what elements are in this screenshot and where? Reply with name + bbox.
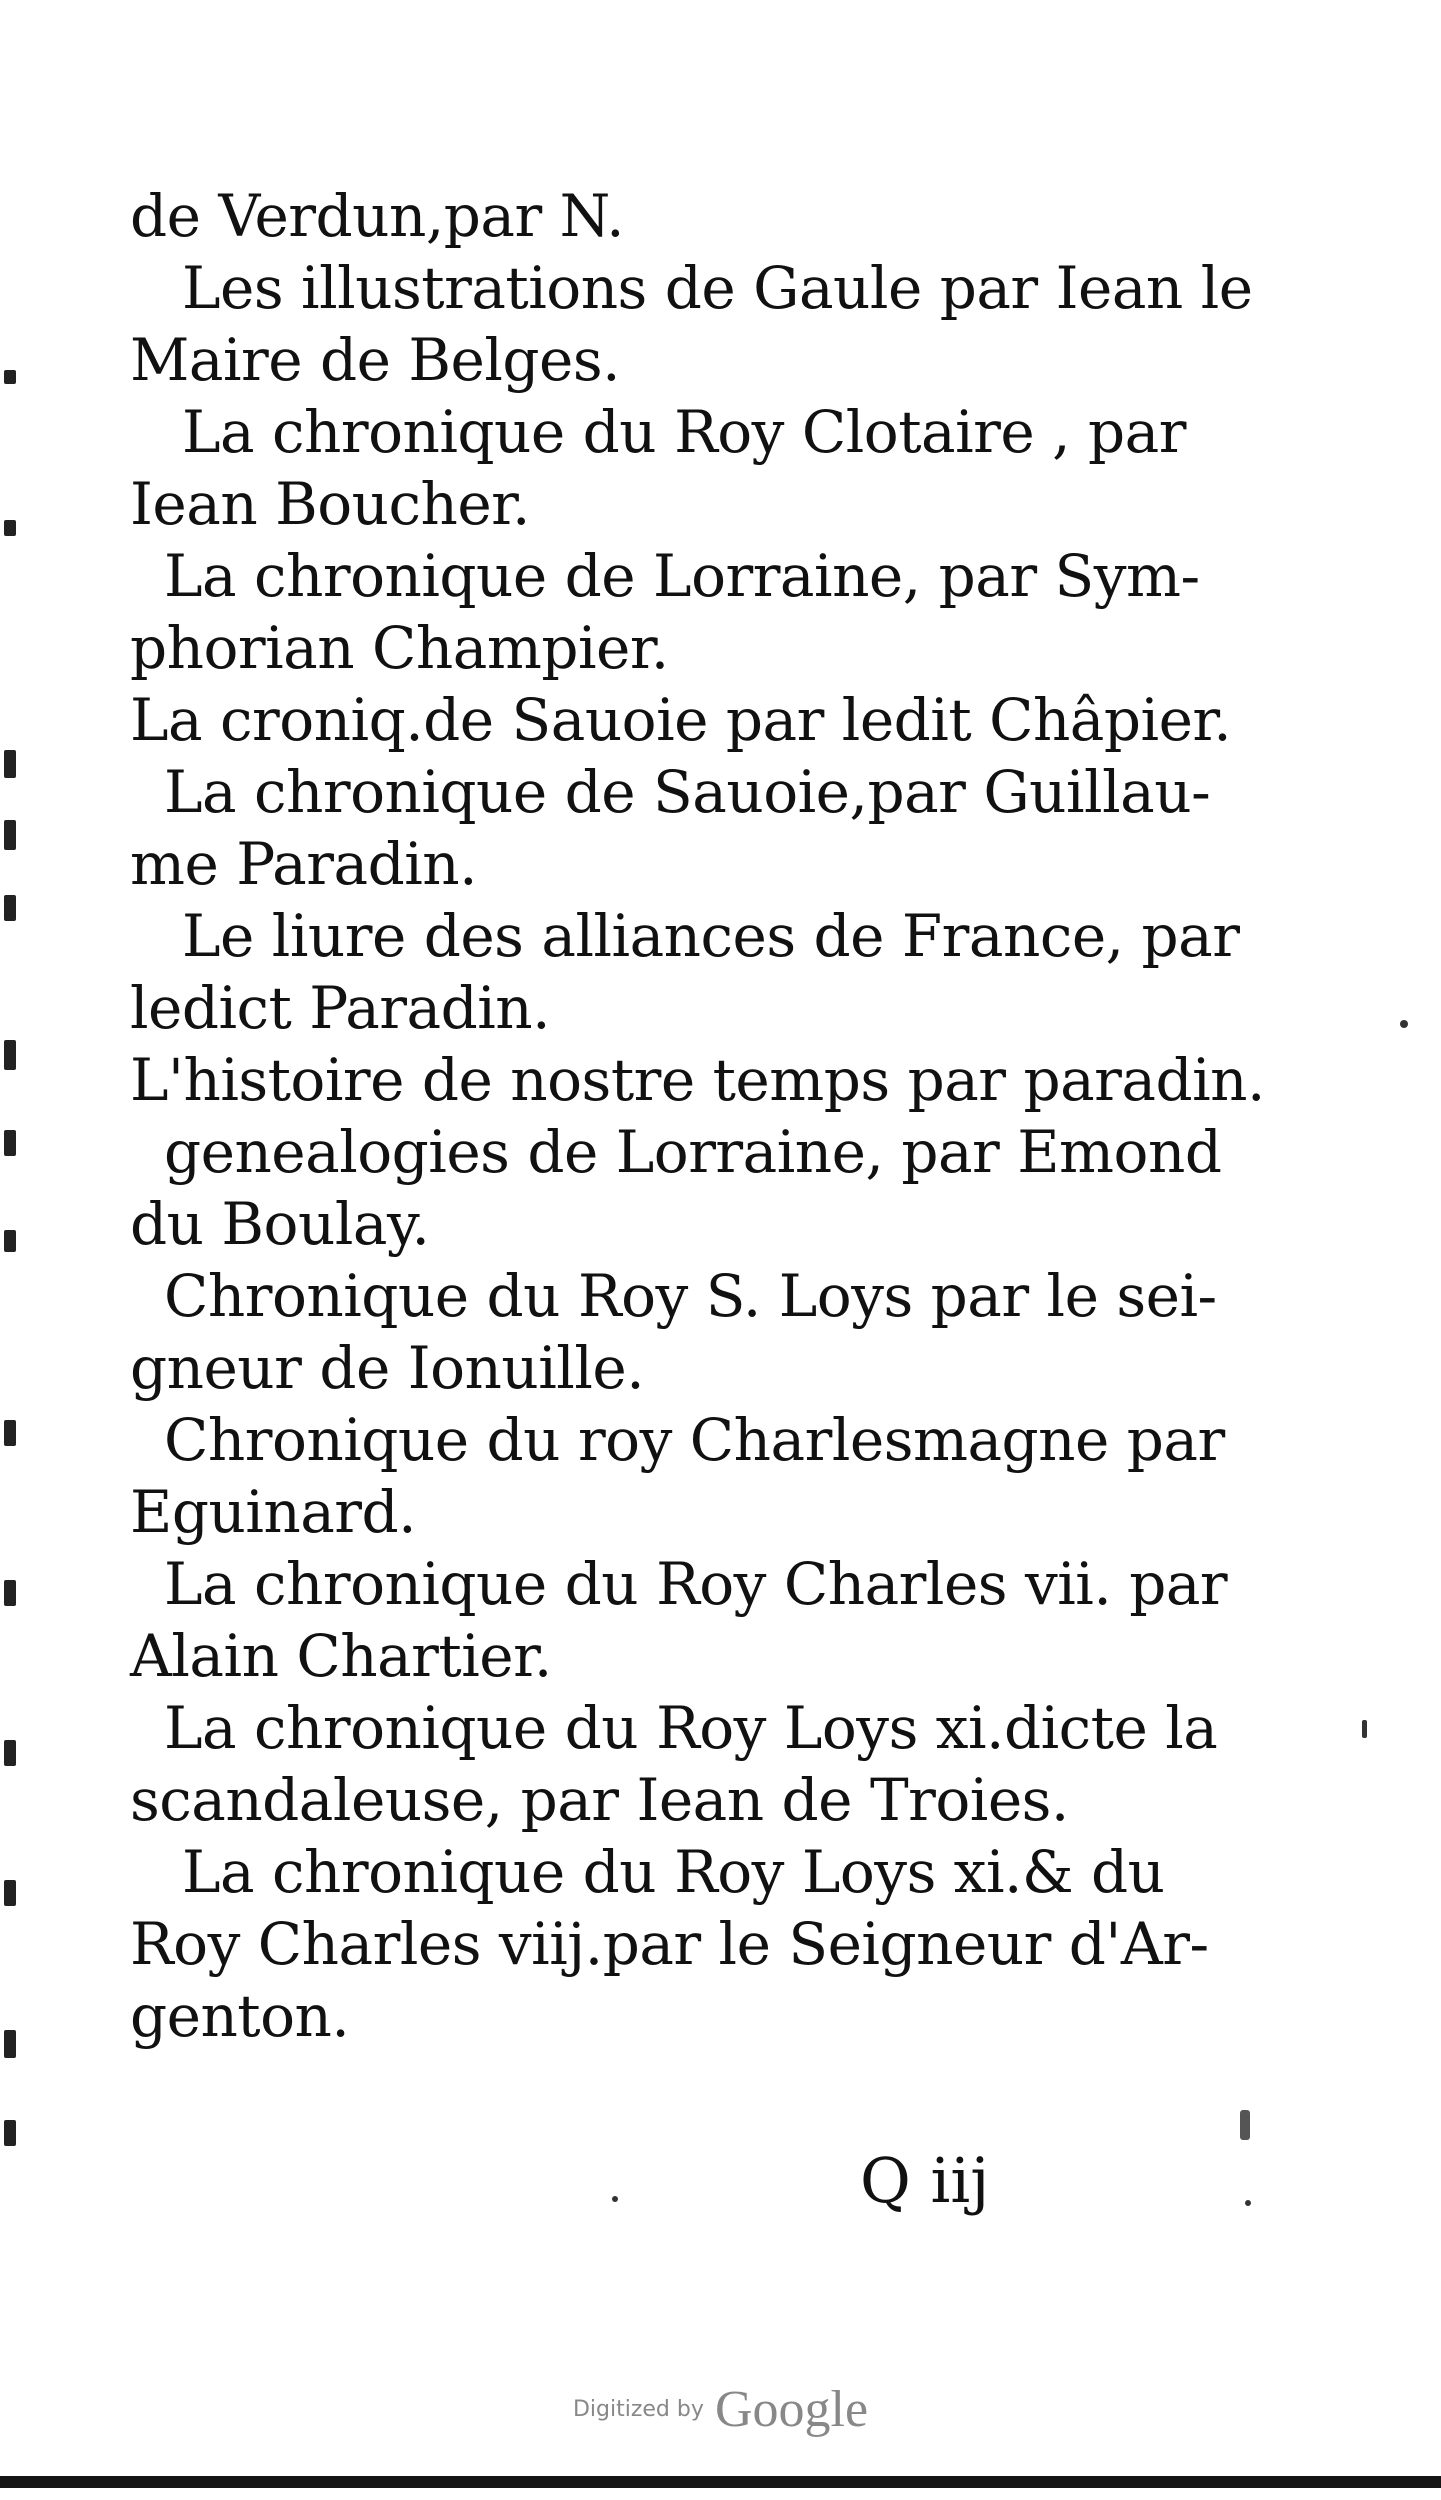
edge-speck	[4, 1040, 16, 1070]
text-line: Les illustrations de Gaule par Iean le	[182, 254, 1253, 322]
text-line: Maire de Belges.	[130, 326, 621, 394]
text-line: Eguinard.	[130, 1478, 417, 1546]
edge-speck	[4, 1880, 16, 1906]
text-line: phorian Champier.	[130, 614, 669, 682]
text-line: Chronique du Roy S. Loys par le sei-	[164, 1262, 1217, 1330]
signature-mark: Q iij	[860, 2144, 990, 2217]
text-line: La chronique du Roy Charles vii. par	[164, 1550, 1228, 1618]
text-line: du Boulay.	[130, 1190, 430, 1258]
text-line: genealogies de Lorraine, par Emond	[164, 1118, 1222, 1186]
bottom-edge-rule	[0, 2476, 1441, 2488]
text-line: ledict Paradin.	[130, 974, 551, 1042]
text-line: La croniq.de Sauoie par ledit Châpier.	[130, 686, 1232, 754]
text-line: scandaleuse, par Iean de Troies.	[130, 1766, 1069, 1834]
text-line: Alain Chartier.	[130, 1622, 552, 1690]
text-line: de Verdun,par N.	[130, 182, 625, 250]
text-line: La chronique du Roy Clotaire , par	[182, 398, 1186, 466]
text-line: La chronique du Roy Loys xi.dicte la	[164, 1694, 1218, 1762]
google-wordmark: Google	[714, 2381, 869, 2438]
edge-speck	[4, 1420, 16, 1446]
text-line: La chronique de Lorraine, par Sym-	[164, 542, 1200, 610]
text-line: Roy Charles viij.par le Seigneur d'Ar-	[130, 1910, 1209, 1978]
digitized-footer	[0, 2380, 1441, 2439]
edge-speck	[4, 520, 16, 536]
digitized-by-label: Digitized by	[572, 2397, 704, 2422]
ink-speck	[1400, 1020, 1408, 1028]
edge-speck	[4, 895, 16, 921]
left-page-edge	[0, 0, 22, 2500]
text-line: L'histoire de nostre temps par paradin.	[130, 1046, 1265, 1114]
text-line: Iean Boucher.	[130, 470, 530, 538]
text-line: La chronique de Sauoie,par Guillau-	[164, 758, 1211, 826]
text-line: genton.	[130, 1982, 350, 2050]
edge-speck	[4, 750, 16, 778]
edge-speck	[4, 2030, 16, 2058]
text-line: Le liure des alliances de France, par	[182, 902, 1240, 970]
text-line: La chronique du Roy Loys xi.& du	[182, 1838, 1165, 1906]
text-line: me Paradin.	[130, 830, 478, 898]
ink-speck	[1245, 2200, 1251, 2206]
edge-speck	[4, 1740, 16, 1766]
ink-speck	[1362, 1720, 1367, 1738]
edge-speck	[4, 1230, 16, 1252]
edge-speck	[4, 1580, 16, 1606]
ink-speck	[1240, 2110, 1250, 2140]
edge-speck	[4, 1130, 16, 1156]
ink-speck	[612, 2196, 618, 2202]
edge-speck	[4, 820, 16, 850]
text-line: gneur de Ionuille.	[130, 1334, 645, 1402]
text-line: Chronique du roy Charlesmagne par	[164, 1406, 1225, 1474]
edge-speck	[4, 2120, 16, 2146]
edge-speck	[4, 370, 16, 384]
